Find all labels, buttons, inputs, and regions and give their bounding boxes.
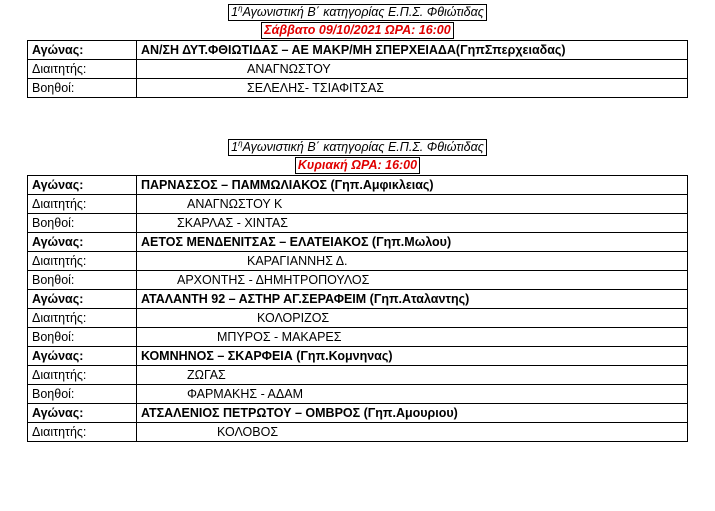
assistants-row <box>28 79 688 98</box>
assistants-label: Βοηθοί: <box>28 385 137 404</box>
referee-row <box>28 252 688 271</box>
assistants-value: ΜΠΥΡΟΣ - ΜΑΚΑΡΕΣ <box>137 328 688 347</box>
referee-row <box>28 309 688 328</box>
match-row <box>28 290 688 309</box>
match-label: Αγώνας: <box>28 41 137 60</box>
match-value: ΑΝ/ΣΗ ΔΥΤ.ΦΘΙΩΤΙΔΑΣ – ΑΕ ΜΑΚΡ/ΜΗ ΣΠΕΡΧΕΙΑΔΑ(ΓηπΣπερχειαδας) <box>137 41 688 60</box>
match-row <box>28 41 688 60</box>
match-row <box>28 233 688 252</box>
match-value: ΑΤΑΛΑΝΤΗ 92 – ΑΣΤΗΡ ΑΓ.ΣΕΡΑΦΕΙΜ (Γηπ.Αταλαντης) <box>137 290 688 309</box>
match-label: Αγώνας: <box>28 176 137 195</box>
referee-value: ΚΟΛΟΒΟΣ <box>137 423 688 442</box>
assistants-row <box>28 214 688 233</box>
assistants-value: ΣΚΑΡΛΑΣ - ΧΙΝΤΑΣ <box>137 214 688 233</box>
assistants-row <box>28 385 688 404</box>
assistants-value: ΦΑΡΜΑΚΗΣ - ΑΔΑΜ <box>137 385 688 404</box>
assistants-label: Βοηθοί: <box>28 79 137 98</box>
match-value: ΑΕΤΟΣ ΜΕΝΔΕΝΙΤΣΑΣ – ΕΛΑΤΕΙΑΚΟΣ (Γηπ.Μωλου) <box>137 233 688 252</box>
referee-label: Διαιτητής: <box>28 423 137 442</box>
date-saturday: Σάββατο 09/10/2021 ΩΡΑ: 16:00 <box>0 22 715 39</box>
referee-value: ΚΑΡΑΓΙΑΝΝΗΣ Δ. <box>137 252 688 271</box>
referee-value: ΑΝΑΓΝΩΣΤΟΥ Κ <box>137 195 688 214</box>
match-label: Αγώνας: <box>28 290 137 309</box>
match-row <box>28 176 688 195</box>
referee-label: Διαιτητής: <box>28 195 137 214</box>
referee-row <box>28 366 688 385</box>
assistants-label: Βοηθοί: <box>28 271 137 290</box>
schedule-table-saturday <box>27 40 688 98</box>
assistants-value: ΑΡΧΟΝΤΗΣ - ΔΗΜΗΤΡΟΠΟΥΛΟΣ <box>137 271 688 290</box>
assistants-value: ΣΕΛΕΛΗΣ- ΤΣΙΑΦΙΤΣΑΣ <box>137 79 688 98</box>
referee-label: Διαιτητής: <box>28 309 137 328</box>
referee-value: ΖΩΓΑΣ <box>137 366 688 385</box>
referee-label: Διαιτητής: <box>28 60 137 79</box>
schedule-table-sunday <box>27 175 688 442</box>
match-row <box>28 347 688 366</box>
assistants-label: Βοηθοί: <box>28 328 137 347</box>
match-label: Αγώνας: <box>28 404 137 423</box>
assistants-row <box>28 271 688 290</box>
referee-value: ΚΟΛΟΡΙΖΟΣ <box>137 309 688 328</box>
match-label: Αγώνας: <box>28 347 137 366</box>
match-value: ΑΤΣΑΛΕΝΙΟΣ ΠΕΤΡΩΤΟΥ – ΟΜΒΡΟΣ (Γηπ.Αμουριου) <box>137 404 688 423</box>
round-title-sunday: $1^\eta A\gamma\omega\nu\iota\sigma\tau\iota\kappa ή$ Β΄ κατηγορίας Ε.Π.Σ. Φθιώτιδας <box>0 139 715 156</box>
assistants-label: Βοηθοί: <box>28 214 137 233</box>
date-sunday: Κυριακή ΩΡΑ: 16:00 <box>0 157 715 174</box>
referee-row <box>28 423 688 442</box>
match-value: ΚΟΜΝΗΝΟΣ – ΣΚΑΡΦΕΙΑ (Γηπ.Κομνηνας) <box>137 347 688 366</box>
assistants-row <box>28 328 688 347</box>
match-row <box>28 404 688 423</box>
referee-row <box>28 195 688 214</box>
match-value: ΠΑΡΝΑΣΣΟΣ – ΠΑΜΜΩΛΙΑΚΟΣ (Γηπ.Αμφικλειας) <box>137 176 688 195</box>
referee-label: Διαιτητής: <box>28 366 137 385</box>
match-label: Αγώνας: <box>28 233 137 252</box>
referee-value: ΑΝΑΓΝΩΣΤΟΥ <box>137 60 688 79</box>
referee-row <box>28 60 688 79</box>
referee-label: Διαιτητής: <box>28 252 137 271</box>
round-title-saturday: $1^\eta A\gamma\omega\nu\iota\sigma\tau\iota\kappa ή$ Β΄ κατηγορίας Ε.Π.Σ. Φθιώτιδας <box>0 4 715 21</box>
